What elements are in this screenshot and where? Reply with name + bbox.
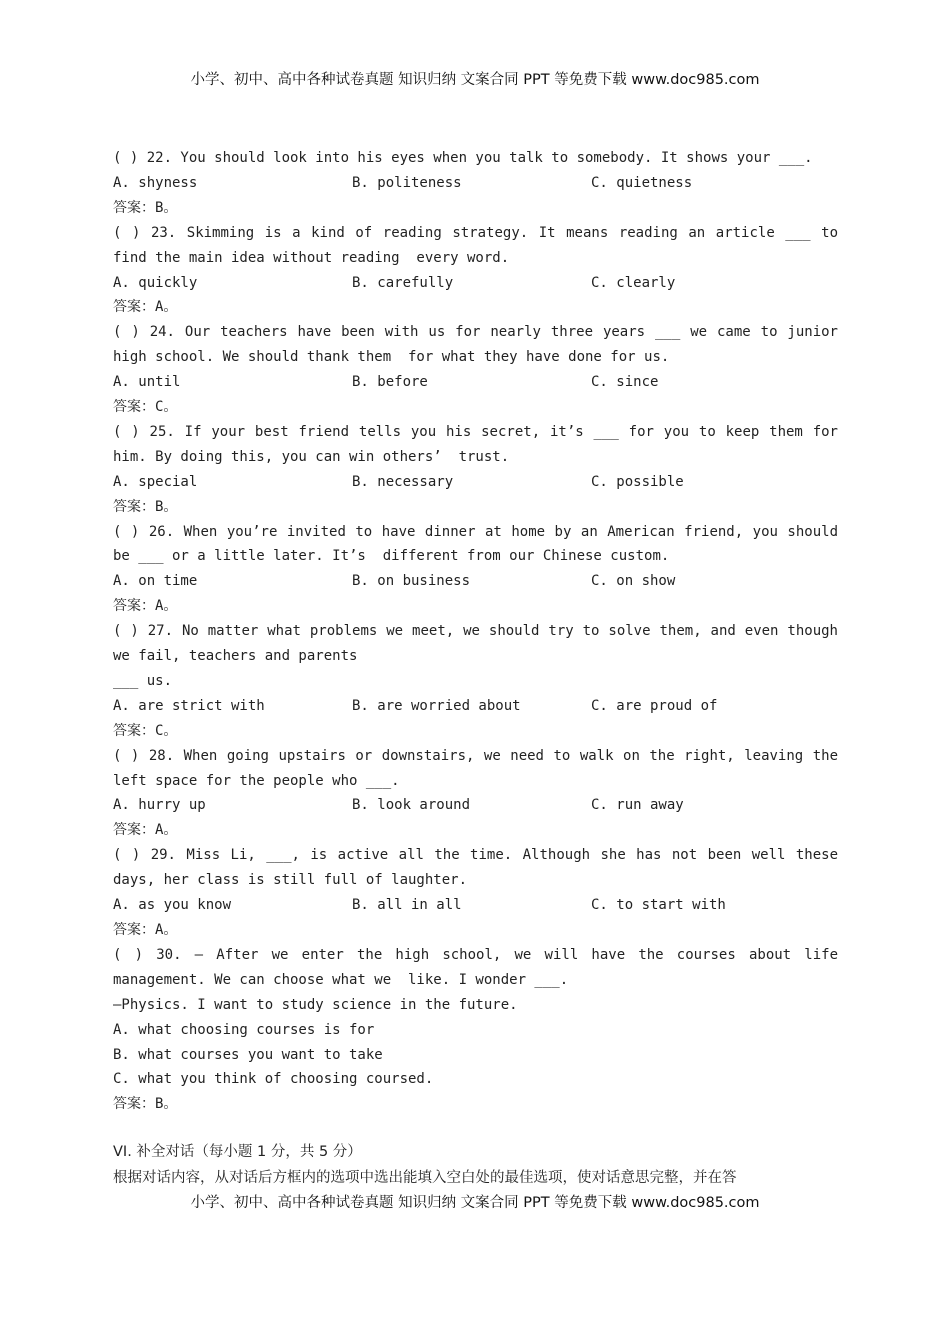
question-text: ( ) 29. Miss Li, ___, is active all the time. Although she has not been well these [113,847,838,864]
question-text: management. We can choose what we like. I wonder ___. [113,971,569,988]
question-text: ( ) 23. Skimming is a kind of reading strategy. It means reading an article ___ to [113,224,838,241]
question-text: him. By doing this, you can win others’ trust. [113,448,510,465]
option-a: A. hurry up [113,797,206,814]
question-list [113,146,838,1117]
answer-text: 答案：B。 [113,1096,178,1113]
answer-text: 答案：A。 [113,598,178,615]
question-text: we fail, teachers and parents [113,648,358,665]
option-c: C. clearly [591,274,676,291]
option-b: B. politeness [352,174,462,191]
answer-text: 答案：A。 [113,822,178,839]
option-c: C. to start with [591,897,726,914]
question-block [113,420,838,520]
question-text: ( ) 27. No matter what problems we meet, we should try to solve them, and even though [113,623,838,640]
header-banner: 小学、初中、高中各种试卷真题 知识归纳 文案合同 PPT 等免费下载 www.doc985.com [190,72,760,88]
question-block [113,520,838,620]
option-c: C. are proud of [591,697,718,714]
question-block [113,619,838,744]
option-c: C. possible [591,473,684,490]
question-text: left space for the people who ___. [113,772,400,789]
options-row [113,470,838,495]
option-c: C. what you think of choosing coursed. [113,1071,434,1088]
option-b: B. what courses you want to take [113,1046,383,1063]
option-a: A. shyness [113,174,198,191]
answer-text: 答案：A。 [113,921,178,938]
answer-text: 答案：B。 [113,199,178,216]
options-row [113,271,838,296]
option-a: A. what choosing courses is for [113,1021,375,1038]
footer-banner: 小学、初中、高中各种试卷真题 知识归纳 文案合同 PPT 等免费下载 www.doc985.com [190,1195,760,1211]
question-text: ( ) 22. You should look into his eyes when you talk to somebody. It shows your ___. [113,150,813,166]
option-c: C. quietness [591,174,693,191]
option-b: B. carefully [352,274,454,291]
question-text: ( ) 25. If your best friend tells you his secret, it’s ___ for you to keep them for [113,423,838,440]
options-row [113,694,838,719]
options-row [113,893,838,918]
option-a: A. as you know [113,897,232,914]
question-text: days, her class is still full of laughter. [113,872,468,889]
options-row [113,569,838,594]
option-c: C. on show [591,573,676,590]
question-text: ( ) 26. When you’re invited to have dinner at home by an American friend, you should [113,523,838,540]
question-text: ( ) 28. When going upstairs or downstairs, we need to walk on the right, leaving the [113,747,838,764]
section-title: VI. 补全对话（每小题 1 分，共 5 分） [113,1144,362,1160]
option-b: B. on business [352,573,471,590]
question-block [113,320,838,420]
options-row [113,171,838,196]
question-text: high school. We should thank them for what they have done for us. [113,349,670,366]
question-text: ___ us. [113,672,173,689]
answer-text: 答案：C。 [113,399,178,416]
question-block [113,221,838,321]
option-b: B. all in all [352,897,462,914]
question-block [113,843,838,943]
question-text: be ___ or a little later. It’s different from our Chinese custom. [113,548,670,565]
question-block [113,744,838,844]
option-c: C. run away [591,797,684,814]
question-block [113,146,838,221]
question-text: —Physics. I want to study science in the future. [113,996,518,1013]
option-b: B. are worried about [352,697,521,714]
options-row [113,370,838,395]
answer-text: 答案：C。 [113,722,178,739]
option-a: A. quickly [113,274,198,291]
option-a: A. until [113,374,181,391]
answer-text: 答案：B。 [113,498,178,515]
option-a: A. on time [113,573,198,590]
option-c: C. since [591,374,659,391]
option-b: B. before [352,374,428,391]
section-instruction: 根据对话内容，从对话后方框内的选项中选出能填入空白处的最佳选项，使对话意思完整，并在答 [113,1170,737,1186]
answer-text: 答案：A。 [113,299,178,316]
options-row [113,793,838,818]
question-text: find the main idea without reading every word. [113,249,510,266]
option-a: A. are strict with [113,697,265,714]
option-b: B. necessary [352,473,454,490]
option-b: B. look around [352,797,471,814]
question-text: ( ) 24. Our teachers have been with us for nearly three years ___ we came to junior [113,324,838,341]
question-block [113,943,838,1117]
option-a: A. special [113,473,198,490]
question-text: ( ) 30. — After we enter the high school, we will have the courses about life [113,946,838,963]
